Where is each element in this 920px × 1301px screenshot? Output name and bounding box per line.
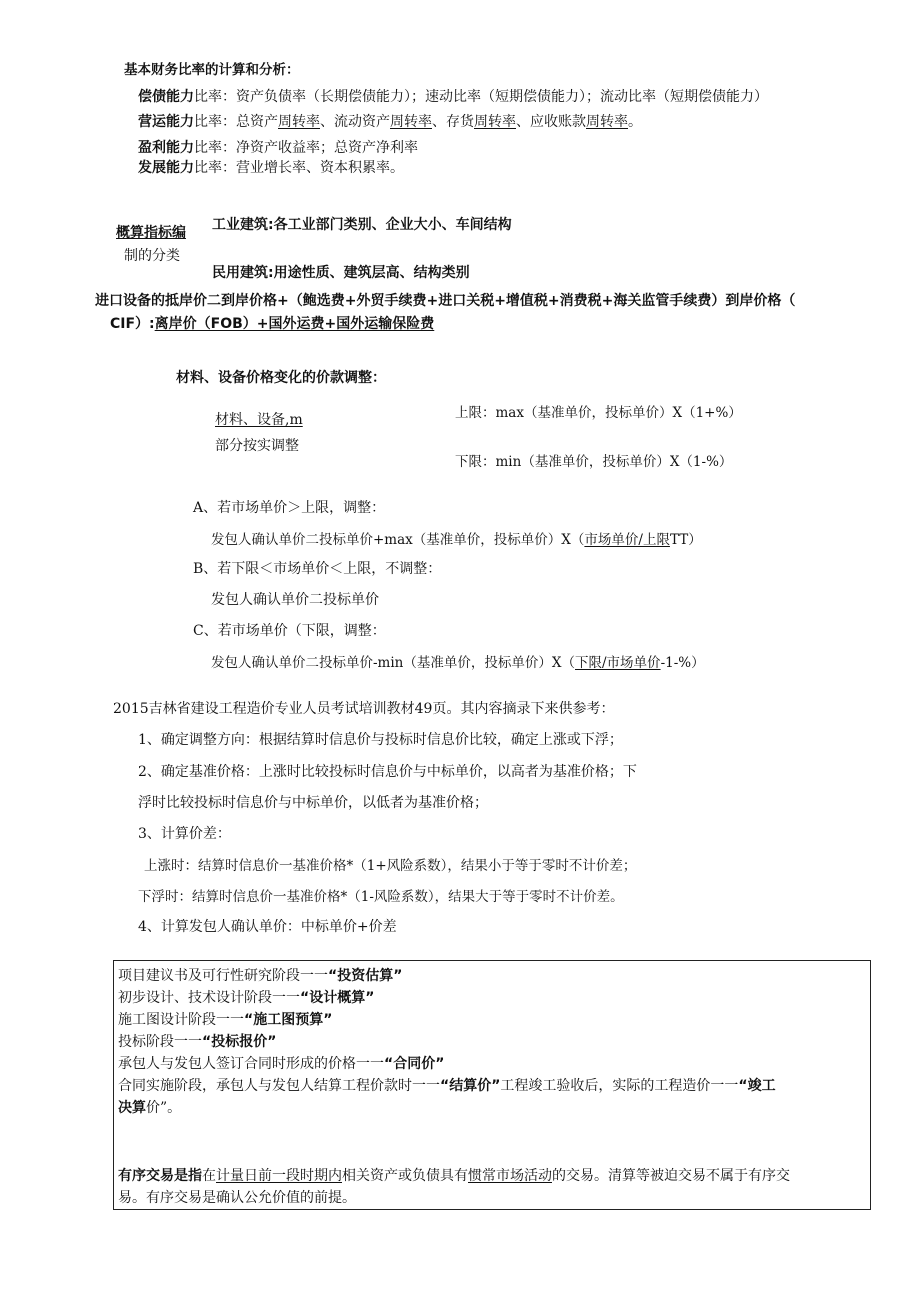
import-line-1: 进口设备的抵岸价二到岸价格+（鲍选费+外贸手续费+进口关税+增值税+消费税+海关监管手续费）到岸价格（ — [95, 293, 796, 309]
upper-limit: 上限：max（基准单价，投标单价）X（1+%） — [455, 405, 742, 421]
textbook-step-2b: 浮时比较投标时信息价与中标单价，以低者为基准价格； — [138, 795, 488, 811]
textbook-step-4: 4、计算发包人确认单价：中标单价+价差 — [138, 919, 397, 935]
ratio-category: 盈利能力 — [138, 140, 194, 156]
ratio-item: 周转率 — [586, 114, 628, 130]
stage-4: 投标阶段一一“投标报价” — [118, 1034, 277, 1050]
ratio-item: 营业增长率、资本积累率。 — [236, 160, 404, 176]
industrial-building: 工业建筑:各工业部门类别、企业大小、车间结构 — [212, 217, 512, 233]
textbook-fall: 下浮时：结算时信息价一基准价格*（1-风险系数），结果大于等于零时不计价差。 — [138, 889, 624, 905]
case-c: C、若市场单价（下限，调整： — [193, 623, 386, 639]
textbook-step-2a: 2、确定基准价格：上涨时比较投标时信息价与中标单价，以高者为基准价格；下 — [138, 764, 637, 780]
import-line-2-underlined: 离岸价（FOB）+国外运费+国外运输保险费 — [154, 316, 435, 332]
stage-6: 合同实施阶段，承包人与发包人结算工程价款时一一“结算价”工程竣工验收后，实际的工程造价一一“竣工 — [118, 1078, 776, 1094]
ratio-suffix: 比率： — [194, 140, 236, 156]
case-a: A、若市场单价＞上限，调整： — [193, 500, 386, 516]
ratio-row — [138, 157, 404, 177]
ratio-category: 偿债能力 — [138, 89, 194, 105]
ratio-row — [138, 86, 768, 106]
ratio-row — [138, 111, 642, 131]
formula-a — [211, 528, 702, 548]
price-adjust-left-2: 部分按实调整 — [215, 438, 299, 454]
stage-3: 施工图设计阶段一一“施工图预算” — [118, 1012, 333, 1028]
ratio-item: 、流动资产 — [320, 114, 390, 130]
price-adjust-heading: 材料、设备价格变化的价款调整： — [176, 370, 386, 386]
stage-5: 承包人与发包人签订合同时形成的价格一一“合同价” — [118, 1056, 445, 1072]
ratio-category: 发展能力 — [138, 160, 194, 176]
orderly-trade-line-2: 易。有序交易是确认公允价值的前提。 — [118, 1190, 356, 1206]
classification-label-1: 概算指标编 — [116, 225, 186, 241]
stage-2: 初步设计、技术设计阶段一一“设计概算” — [118, 990, 375, 1006]
ratio-item: 总资产 — [236, 114, 278, 130]
formula-c-suffix: -1-%） — [660, 655, 705, 671]
ratio-item: 周转率 — [390, 114, 432, 130]
orderly-trade-line-1: 有序交易是指在计量日前一段时期内相关资产或负债具有惯常市场活动的交易。清算等被迫交易不属于有序交 — [118, 1168, 790, 1184]
ratios-heading: 基本财务比率的计算和分析： — [124, 62, 300, 78]
ratio-item: 、应收账款 — [516, 114, 586, 130]
formula-a-prefix: 发包人确认单价二投标单价+max（基准单价，投标单价）X（ — [211, 532, 585, 548]
ratio-item: 。 — [628, 114, 642, 130]
ratio-category: 营运能力 — [138, 114, 194, 130]
ratio-item: 、存货 — [432, 114, 474, 130]
formula-a-suffix: TT） — [669, 532, 702, 548]
price-adjust-left-1: 材料、设备,m — [215, 412, 303, 428]
import-line-2-prefix: CIF）: — [110, 316, 155, 332]
formula-c-underlined: 下限/市场单价 — [575, 655, 661, 671]
classification-label-2: 制的分类 — [124, 248, 180, 264]
stage-6-continued: 决算价”。 — [118, 1100, 182, 1116]
formula-b: 发包人确认单价二投标单价 — [211, 592, 379, 608]
formula-a-underlined: 市场单价/上限 — [584, 532, 670, 548]
case-b: B、若下限＜市场单价＜上限，不调整： — [193, 561, 442, 577]
import-line-2 — [110, 313, 434, 333]
ratio-item: 周转率 — [474, 114, 516, 130]
lower-limit: 下限：min（基准单价，投标单价）X（1-%） — [455, 454, 733, 470]
ratio-item: 净资产收益率；总资产净利率 — [236, 140, 418, 156]
civil-building: 民用建筑:用途性质、建筑层高、结构类别 — [212, 265, 470, 281]
textbook-step-1: 1、确定调整方向：根据结算时信息价与投标时信息价比较，确定上涨或下浮； — [138, 732, 623, 748]
cost-stages-box — [113, 960, 871, 1210]
textbook-intro: 2015吉林省建设工程造价专业人员考试培训教材49页。其内容摘录下来供参考： — [113, 701, 615, 717]
ratio-suffix: 比率： — [194, 89, 236, 105]
formula-c — [211, 651, 705, 671]
ratio-item: 周转率 — [278, 114, 320, 130]
stage-1: 项目建议书及可行性研究阶段一一“投资估算” — [118, 968, 403, 984]
textbook-rise: 上涨时：结算时信息价一基准价格*（1+风险系数），结果小于等于零时不计价差； — [144, 858, 637, 874]
ratio-row — [138, 137, 418, 157]
ratio-item: 资产负债率（长期偿债能力）；速动比率（短期偿债能力）；流动比率（短期偿债能力） — [236, 89, 768, 105]
formula-c-prefix: 发包人确认单价二投标单价-min（基准单价，投标单价）X（ — [211, 655, 575, 671]
ratio-suffix: 比率： — [194, 160, 236, 176]
ratio-suffix: 比率： — [194, 114, 236, 130]
textbook-step-3: 3、计算价差： — [138, 826, 231, 842]
